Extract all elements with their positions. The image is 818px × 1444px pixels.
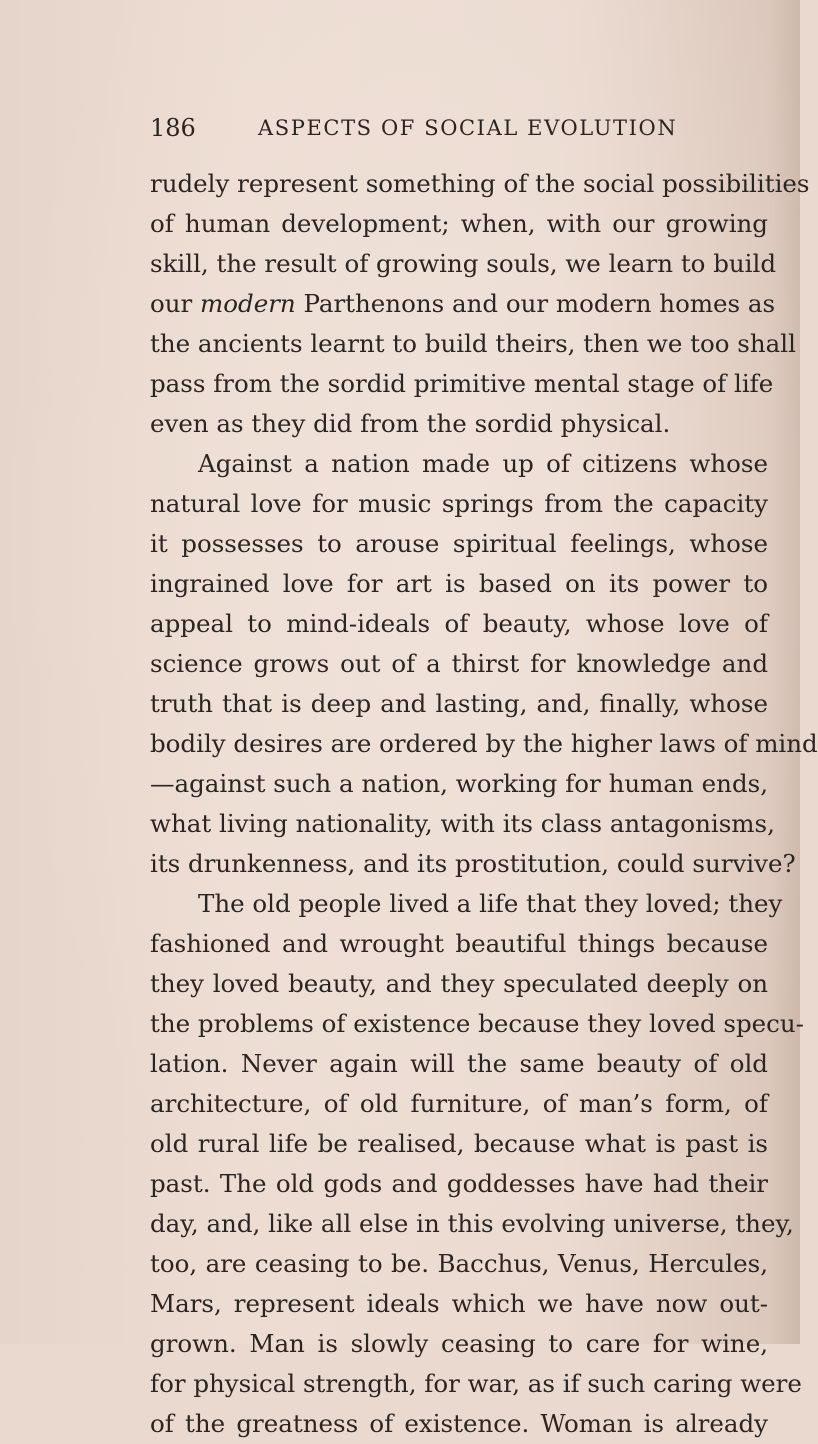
body-text <box>150 164 818 1444</box>
text-line: the ancients learnt to build theirs, then we too shall <box>150 329 796 358</box>
text-line: what living nationality, with its class antagonisms, <box>150 809 775 838</box>
text-line: bodily desires are ordered by the higher laws of mind <box>150 729 818 758</box>
text-run: our <box>150 289 201 318</box>
text-line: appeal to mind-ideals of beauty, whose love of <box>150 609 768 638</box>
text-line: even as they did from the sordid physical. <box>150 409 671 438</box>
text-line: of human development; when, with our growing <box>150 209 768 238</box>
italic-word: modern <box>200 289 296 318</box>
text-line: natural love for music springs from the capacity <box>150 489 768 518</box>
text-line: The old people lived a life that they loved; they <box>198 889 783 918</box>
running-title: ASPECTS OF SOCIAL EVOLUTION <box>258 116 678 140</box>
text-line: Against a nation made up of citizens whose <box>198 449 768 478</box>
text-line: its drunkenness, and its prostitution, could survive? <box>150 849 796 878</box>
text-line: past. The old gods and goddesses have had their <box>150 1169 768 1198</box>
text-line: for physical strength, for war, as if such caring were <box>150 1369 802 1398</box>
text-line: the problems of existence because they loved specu- <box>150 1009 804 1038</box>
text-line: —against such a nation, working for human ends, <box>150 769 768 798</box>
text-line: they loved beauty, and they speculated deeply on <box>150 969 768 998</box>
text-line: truth that is deep and lasting, and, finally, whose <box>150 689 768 718</box>
text-line: it possesses to arouse spiritual feelings, whose <box>150 529 768 558</box>
text-line: of the greatness of existence. Woman is already <box>150 1409 768 1438</box>
running-head <box>150 114 770 150</box>
text-line: fashioned and wrought beautiful things because <box>150 929 768 958</box>
page-number: 186 <box>150 114 196 142</box>
text-line: lation. Never again will the same beauty of old <box>150 1049 768 1078</box>
text-line: Mars, represent ideals which we have now out- <box>150 1289 768 1318</box>
text-line: old rural life be realised, because what is past is <box>150 1129 768 1158</box>
text-line: science grows out of a thirst for knowledge and <box>150 649 768 678</box>
text-run: Parthenons and our modern homes as <box>295 289 776 318</box>
text-line: too, are ceasing to be. Bacchus, Venus, Hercules, <box>150 1249 768 1278</box>
text-line <box>150 284 776 324</box>
text-line: rudely represent something of the social possibilities <box>150 169 810 198</box>
text-line: grown. Man is slowly ceasing to care for wine, <box>150 1329 768 1358</box>
text-line: ingrained love for art is based on its power to <box>150 569 768 598</box>
text-line: day, and, like all else in this evolving universe, they, <box>150 1209 794 1238</box>
text-line: pass from the sordid primitive mental stage of life <box>150 369 774 398</box>
text-line: skill, the result of growing souls, we learn to build <box>150 249 777 278</box>
text-line: architecture, of old furniture, of man’s form, of <box>150 1089 768 1118</box>
